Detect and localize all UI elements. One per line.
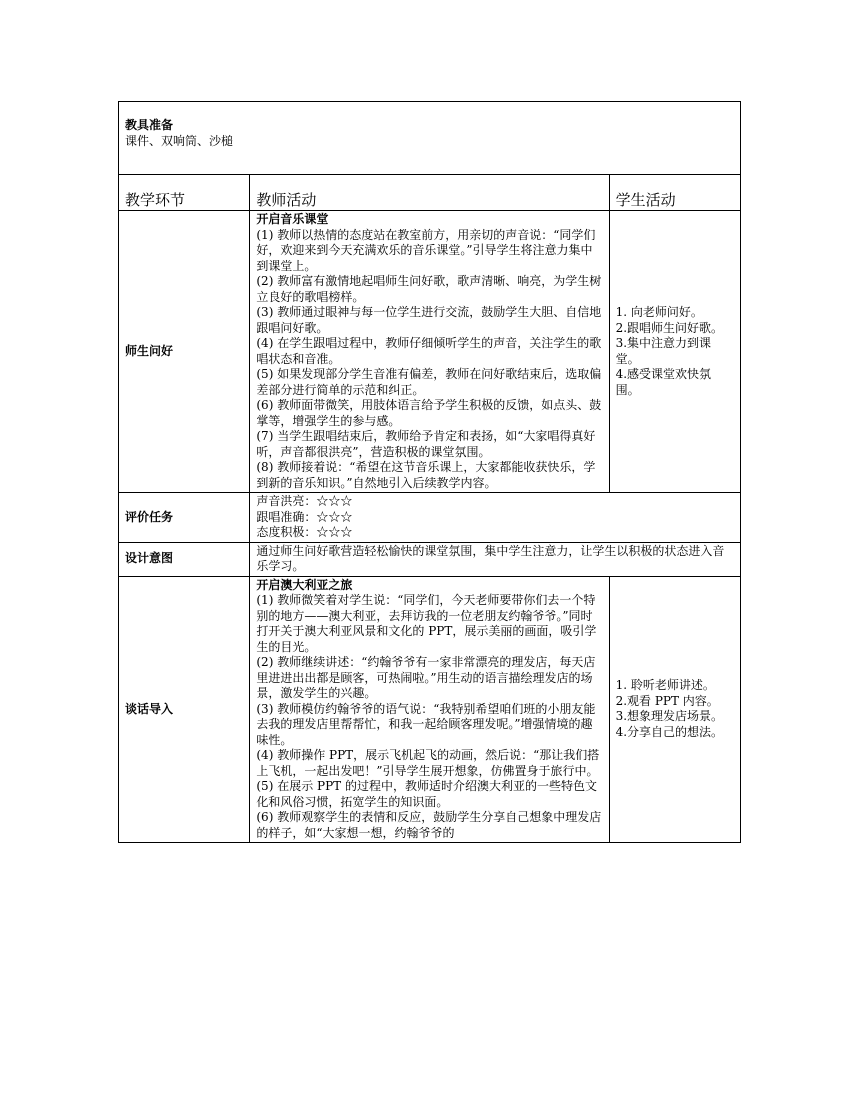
greeting-student-cell bbox=[609, 211, 740, 493]
greeting-item: (5) 如果发现部分学生音准有偏差，教师在问好歌结束后，选取偏差部分进行简单的示范和纠正。 bbox=[256, 367, 602, 397]
intro-student-item: 3.想象理发店场景。 bbox=[615, 709, 724, 724]
greeting-item: (1) 教师以热情的态度站在教室前方，用亲切的声音说：“同学们好，欢迎来到今天充满欢乐的音乐课堂。”引导学生将注意力集中到课堂上。 bbox=[256, 227, 596, 273]
intro-item: (5) 在展示 PPT 的过程中，教师适时介绍澳大利亚的一些特色文化和风俗习惯，拓宽学生的知识面。 bbox=[256, 779, 597, 809]
header-col2: 教师活动 bbox=[250, 175, 609, 211]
greeting-student-item: 1. 向老师问好。 bbox=[615, 305, 703, 319]
intro-item: (3) 教师模仿约翰爷爷的语气说：“我特别希望咱们班的小朋友能去我的理发店里帮帮忙，和我一起给顾客理发呢。”增强情境的趣味性。 bbox=[256, 701, 596, 747]
evaluation-row bbox=[119, 493, 741, 543]
evaluation-item: 态度积极：☆☆☆ bbox=[256, 525, 353, 539]
prep-title: 教具准备 bbox=[125, 118, 174, 132]
greeting-row bbox=[119, 211, 741, 493]
greeting-item: (2) 教师富有激情地起唱师生问好歌，歌声清晰、响亮，为学生树立良好的歌唱榜样。 bbox=[256, 274, 602, 304]
intro-student-item: 2.观看 PPT 内容。 bbox=[615, 693, 719, 708]
header-col3: 学生活动 bbox=[609, 175, 740, 211]
greeting-teacher-cell bbox=[250, 211, 609, 493]
header-row bbox=[119, 175, 741, 211]
prep-row bbox=[119, 102, 741, 175]
intro-student-item: 1. 聆听老师讲述。 bbox=[615, 678, 715, 693]
evaluation-label: 评价任务 bbox=[119, 493, 250, 543]
greeting-item: (4) 在学生跟唱过程中，教师仔细倾听学生的声音，关注学生的歌唱状态和音准。 bbox=[256, 336, 602, 366]
evaluation-item: 跟唱准确：☆☆☆ bbox=[256, 509, 353, 524]
evaluation-item: 声音洪亮：☆☆☆ bbox=[256, 494, 353, 508]
prep-cell bbox=[119, 102, 741, 175]
intro-title: 开启澳大利亚之旅 bbox=[256, 577, 353, 592]
greeting-title: 开启音乐课堂 bbox=[256, 212, 329, 226]
greeting-item: (6) 教师面带微笑，用肢体语言给予学生积极的反馈，如点头、鼓掌等，增强学生的参与感。 bbox=[256, 398, 602, 428]
greeting-student-item: 2.跟唱师生问好歌。 bbox=[615, 320, 724, 335]
evaluation-cell bbox=[250, 493, 741, 543]
greeting-item: (7) 当学生跟唱结束后，教师给予肯定和表扬，如“大家唱得真好听，声音都很洪亮”，营造积极的课堂氛围。 bbox=[256, 429, 596, 459]
intro-item: (2) 教师继续讲述：“约翰爷爷有一家非常漂亮的理发店，每天店里进进出出都是顾客，可热闹啦。”用生动的语言描绘理发店的场景，激发学生的兴趣。 bbox=[256, 655, 596, 700]
intro-label: 谈话导入 bbox=[119, 576, 250, 843]
greeting-label: 师生问好 bbox=[119, 211, 250, 493]
greeting-item: (8) 教师接着说：“希望在这节音乐课上，大家都能收获快乐，学到新的音乐知识。”自然地引入后续教学内容。 bbox=[256, 460, 596, 490]
intro-student-item: 4.分享自己的想法。 bbox=[615, 724, 724, 739]
intro-teacher-cell bbox=[250, 576, 609, 843]
intro-row bbox=[119, 576, 741, 843]
greeting-student-item: 4.感受课堂欢快氛围。 bbox=[615, 367, 712, 397]
intro-item: (1) 教师微笑着对学生说：“同学们，今天老师要带你们去一个特别的地方——澳大利亚，去拜访我的一位老朋友约翰爷爷。”同时打开关于澳大利亚风景和文化的 PPT，展示美丽的画面，吸引学生的目光。 bbox=[256, 593, 597, 654]
design-label: 设计意图 bbox=[119, 542, 250, 576]
header-col1: 教学环节 bbox=[119, 175, 250, 211]
design-content: 通过师生问好歌营造轻松愉快的课堂氛围，集中学生注意力，让学生以积极的状态进入音乐学习。 bbox=[250, 542, 741, 576]
greeting-item: (3) 教师通过眼神与每一位学生进行交流，鼓励学生大胆、自信地跟唱问好歌。 bbox=[256, 305, 602, 335]
design-row bbox=[119, 542, 741, 576]
intro-item: (4) 教师操作 PPT，展示飞机起飞的动画，然后说：“那让我们搭上飞机，一起出发吧！”引导学生展开想象，仿佛置身于旅行中。 bbox=[256, 748, 600, 778]
prep-content: 课件、双响筒、沙槌 bbox=[125, 133, 234, 148]
greeting-student-item: 3.集中注意力到课堂。 bbox=[615, 336, 712, 366]
intro-student-cell bbox=[609, 576, 740, 843]
intro-item: (6) 教师观察学生的表情和反应，鼓励学生分享自己想象中理发店的样子，如“大家想一想，约翰爷爷的 bbox=[256, 810, 602, 840]
lesson-plan-table bbox=[118, 101, 741, 843]
